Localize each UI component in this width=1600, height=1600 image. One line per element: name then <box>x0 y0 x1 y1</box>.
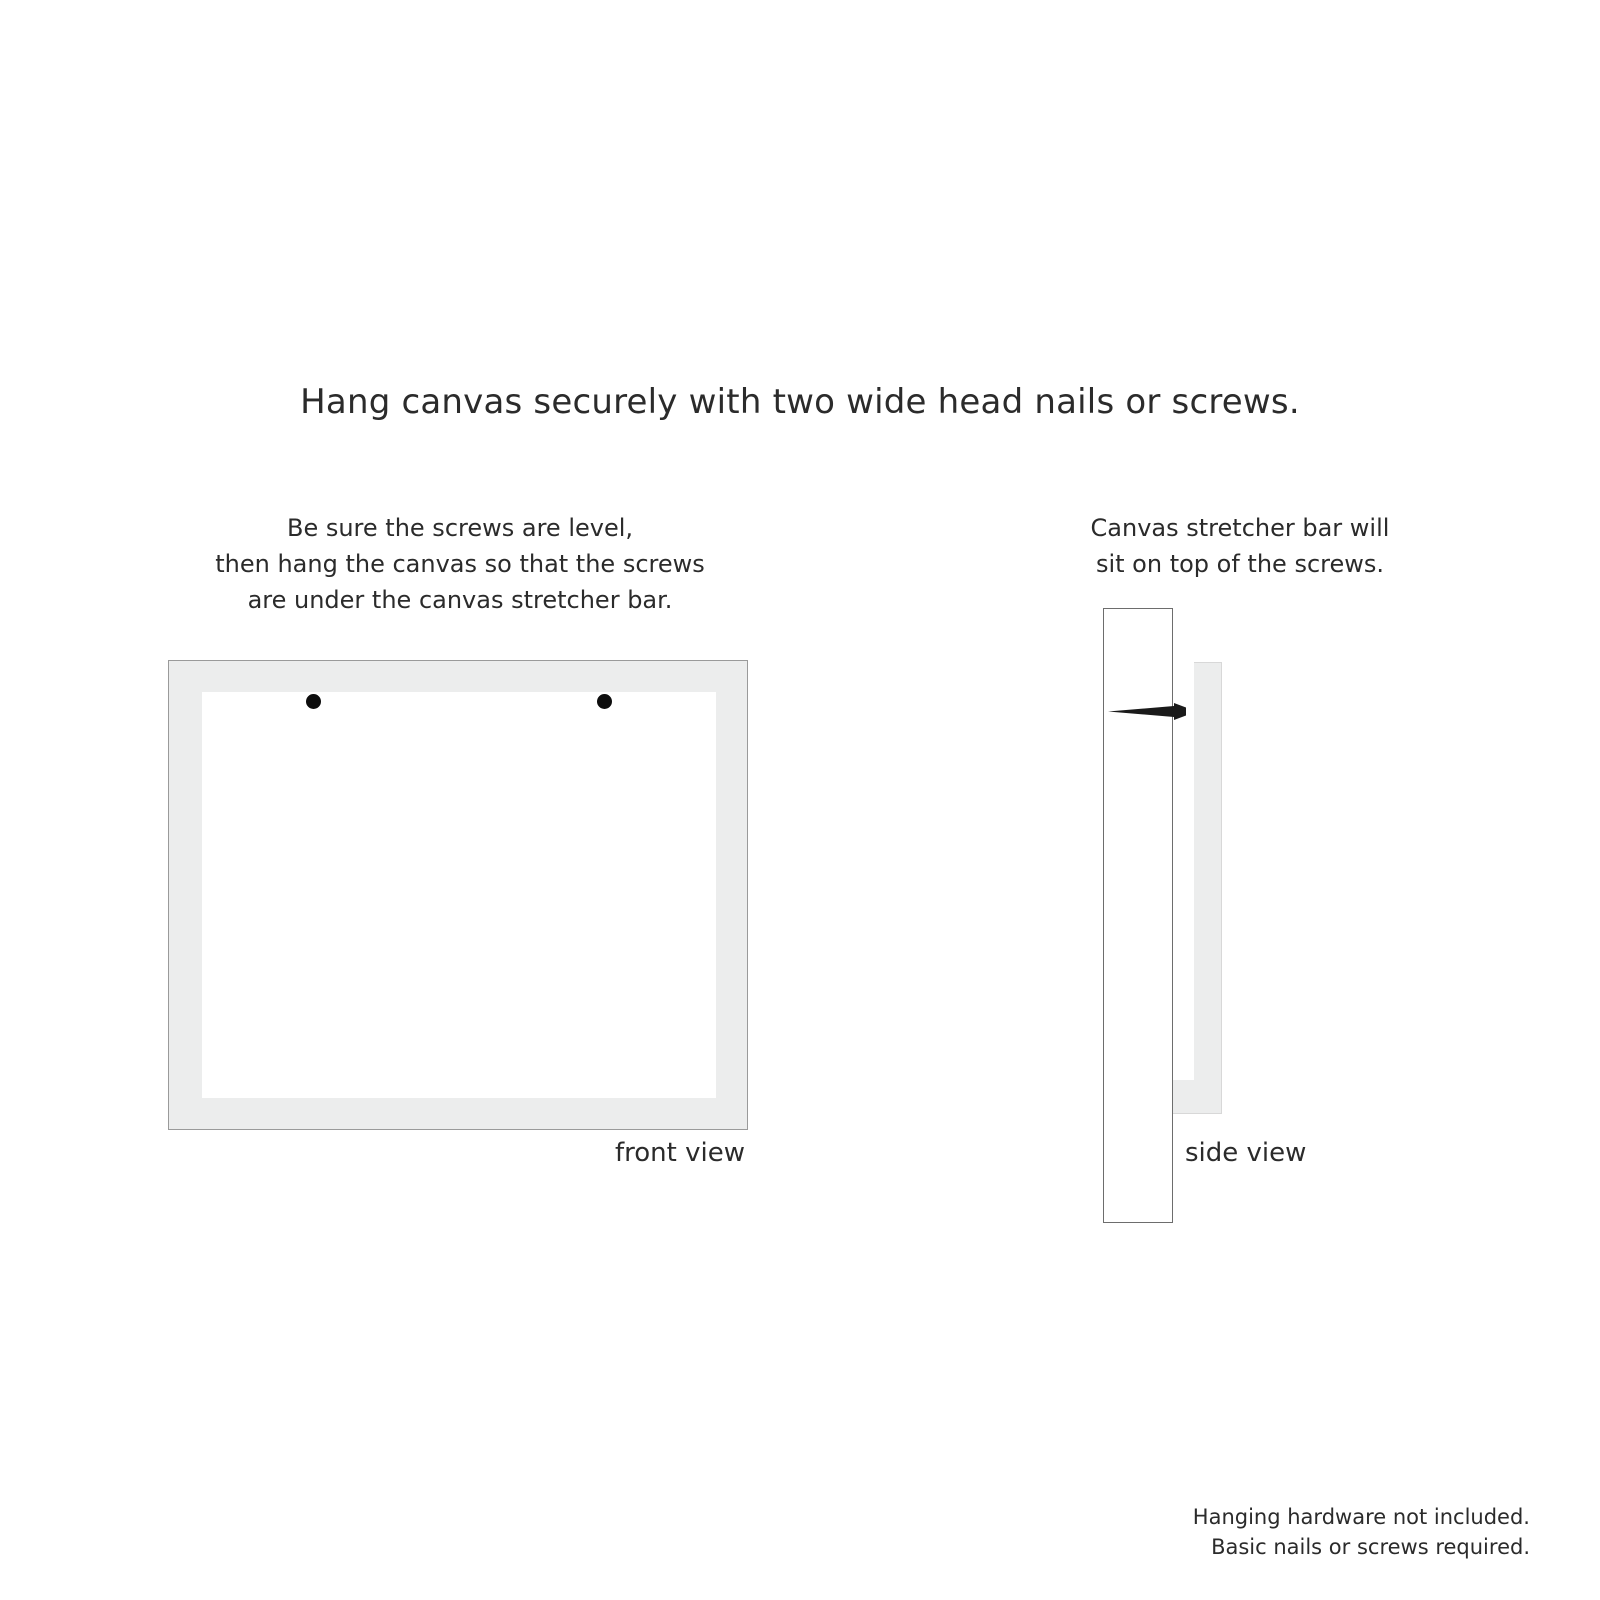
footnote <box>1193 1502 1530 1562</box>
stretcher-bar-face <box>1172 662 1194 1080</box>
side-view-caption <box>880 510 1600 582</box>
page-title: Hang canvas securely with two wide head nails or screws. <box>300 382 1300 422</box>
side-view-label: side view <box>1185 1138 1307 1168</box>
canvas-face <box>202 692 716 1098</box>
side-view-caption-line-1: Canvas stretcher bar will <box>1090 514 1390 542</box>
front-view-label: front view <box>615 1138 745 1168</box>
screw-left-icon <box>306 694 321 709</box>
front-view-caption-line-1: Be sure the screws are level, <box>286 514 634 542</box>
front-view-caption-line-3: are under the canvas stretcher bar. <box>247 586 673 614</box>
footnote-line-1: Hanging hardware not included. <box>1192 1505 1530 1529</box>
footnote-line-2: Basic nails or screws required. <box>1211 1535 1530 1559</box>
front-view-caption-line-2: then hang the canvas so that the screws <box>215 550 705 578</box>
screw-right-icon <box>597 694 612 709</box>
side-view-caption-line-2: sit on top of the screws. <box>1095 550 1385 578</box>
front-view-diagram <box>168 660 748 1130</box>
front-view-caption <box>120 510 800 618</box>
nail-icon <box>1108 700 1188 722</box>
